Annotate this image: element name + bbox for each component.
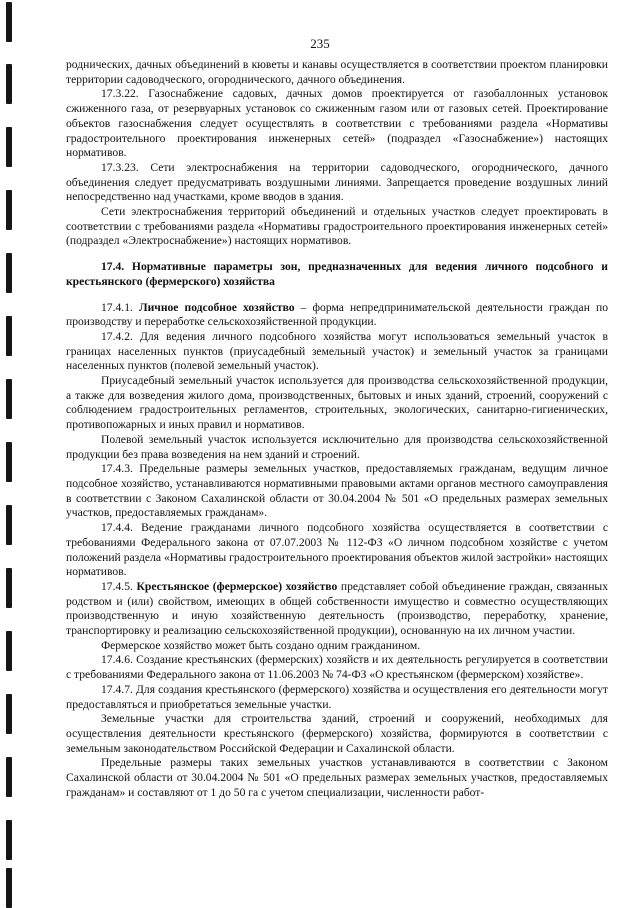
binder-mark — [6, 316, 12, 356]
paragraph: 17.4.7. Для создания крестьянского (фермерского) хозяйства и осуществления его деятельности могут предоставляться и приобретаться земельные участки. — [66, 682, 608, 711]
paragraph: Приусадебный земельный участок используется для производства сельскохозяйственной продукции, а также для возведения жилого дома, производственных, бытовых и иных зданий, строений, сооружений с соблюдением градостроительных регламентов, строительных, экологических, санитарно-гигиенических, противопожарных и иных правил и нормативов. — [66, 374, 608, 432]
paragraph: 17.4.4. Ведение гражданами личного подсобного хозяйства осуществляется в соответствии с требованиями Федерального закона от 07.07.2003 № 112-ФЗ «О личном подсобном хозяйстве с учетом положений раздела «Нормативы градостроительного проектирования объектов жилой застройки» настоящих нормативов. — [66, 521, 608, 579]
paragraph: Земельные участки для строительства зданий, строений и сооружений, необходимых для осуществления деятельности крестьянского (фермерского) хозяйства, формируются в соответствии с земельным законодательством Российской Федерации и Сахалинской области. — [66, 712, 608, 755]
paragraph: роднических, дачных объединений в кюветы и канавы осуществляется в соответствии проектом планировки территории садоводческого, огороднического, дачного объединения. — [66, 58, 608, 86]
binder-mark — [6, 253, 12, 293]
term-bold: Крестьянское (фермерское) хозяйство — [136, 579, 338, 593]
binder-mark — [6, 505, 12, 545]
paragraph: Полевой земельный участок используется исключительно для производства сельскохозяйственной продукции без права возведения на нем зданий и строений. — [66, 432, 608, 461]
paragraph — [66, 301, 608, 330]
clause-number: 17.4.5. — [101, 579, 137, 593]
binder-mark — [6, 127, 12, 167]
paragraph: 17.4.2. Для ведения личного подсобного хозяйства могут использоваться земельный участок в границах населенных пунктов (приусадебный земельный участок) и земельный участок за границами населенных пунктов (полевой земельный участок). — [66, 329, 608, 373]
paragraph: 17.4.6. Создание крестьянских (фермерских) хозяйств и их деятельность регулируется в соответствии с требованиями Федерального закона от 11.06.2003 № 74-ФЗ «О крестьянском (фермерском) хозяйстве». — [66, 653, 608, 682]
document-body — [66, 58, 608, 800]
paragraph: Сети электроснабжения территорий объединений и отдельных участков следует проектировать в соответствии с требованиями раздела «Нормативы градостроительного проектирования инженерных сетей» (подраздел «Электроснабжение») настоящих нормативов. — [66, 205, 608, 248]
paragraph — [66, 580, 608, 639]
section-heading: 17.4. Нормативные параметры зон, предназначенных для ведения личного подсобного и крестьянского (фермерского) хозяйства — [66, 260, 608, 288]
paragraph: Предельные размеры таких земельных участков устанавливаются в соответствии с Законом Сахалинской области от 30.04.2004 № 501 «О предельных размерах земельных участков, предоставляемых гражданам» и составляют от 1 до 50 га с учетом специализации, численности работ- — [66, 756, 608, 799]
binder-mark — [6, 568, 12, 608]
paragraph: 17.3.22. Газоснабжение садовых, дачных домов проектируется от газобаллонных установок сжиженного газа, от резервуарных установок со сжиженным газом или от газовых сетей. Проектирование объектов газоснабжения следует осуществлять в соответствии с требованиями раздела «Нормативы градостроительного проектирования инженерных сетей» (подраздел «Газоснабжение») настоящих нормативов. — [66, 87, 608, 160]
paragraph: 17.4.3. Предельные размеры земельных участков, предоставляемых гражданам, ведущим личное подсобное хозяйство, устанавливаются нормативными правовыми актами органов местного самоуправления в соответствии с Законом Сахалинской области от 30.04.2004 № 501 «О предельных размерах земельных участков, предоставляемых гражданам». — [66, 462, 608, 520]
binder-mark — [6, 631, 12, 671]
binder-mark — [6, 190, 12, 230]
binder-mark — [6, 820, 12, 860]
page-number: 235 — [310, 36, 330, 51]
definition-text: представляет собой объединение граждан, связанных родством и (или) свойством, имеющих в общей собственности имущество и совместно осуществляющих производственную и иную хозяйственную деятельность (производство, переработку, хранение, транспортировку и реализацию сельскохозяйственной продукции), основанную на их личном участии. — [66, 579, 608, 638]
binder-mark — [6, 64, 12, 104]
paragraph: 17.3.23. Сети электроснабжения на территории садоводческого, огороднического, дачного объединения следует предусматривать воздушными линиями. Запрещается проведение воздушных линий непосредственно над участками, кроме вводов в здания. — [66, 160, 608, 204]
binder-mark — [6, 694, 12, 734]
binder-margin — [6, 0, 16, 905]
paragraph: Фермерское хозяйство может быть создано одним гражданином. — [101, 638, 421, 652]
binder-mark — [6, 868, 12, 908]
binder-mark — [6, 442, 12, 482]
binder-mark — [6, 757, 12, 797]
term-bold: Личное подсобное хозяйство — [138, 300, 295, 314]
clause-number: 17.4.1. — [101, 300, 139, 314]
binder-mark — [6, 379, 12, 419]
definition-text: – форма непредпринимательской деятельности граждан по производству и переработке сельскохозяйственной продукции. — [66, 300, 608, 329]
